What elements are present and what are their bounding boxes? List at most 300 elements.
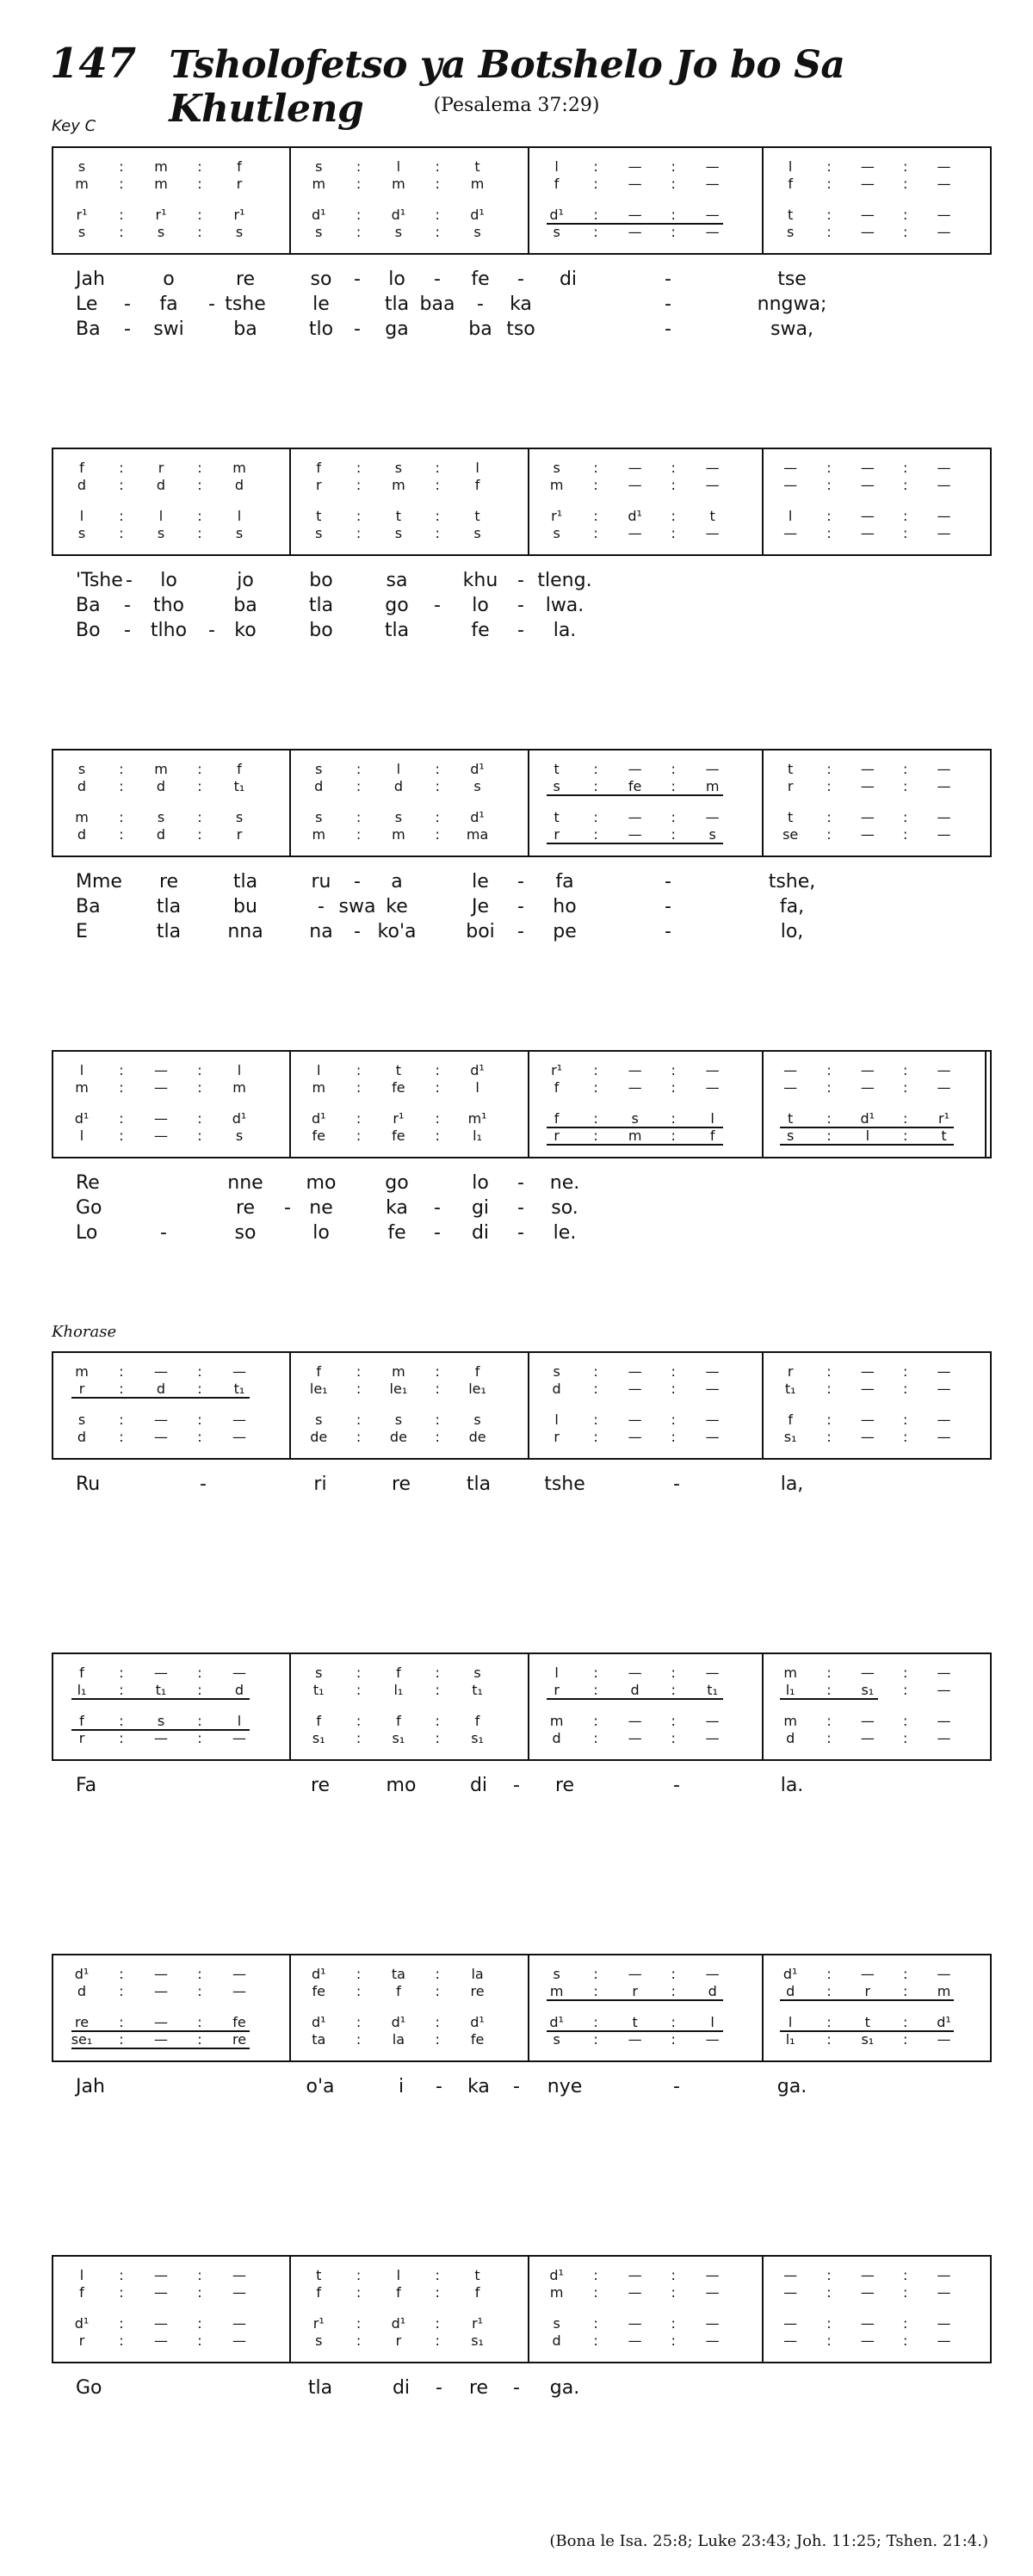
lyric-syllable: khu xyxy=(462,570,498,591)
lyric-syllable: Go xyxy=(76,2377,102,2399)
solfa-note: d¹ xyxy=(860,1110,875,1127)
scripture-subtitle: (Pesalema 37:29) xyxy=(433,95,600,116)
solfa-note: — xyxy=(937,1682,951,1698)
solfa-note: m xyxy=(232,460,246,476)
beat-separator: : xyxy=(902,477,908,493)
beat-separator: : xyxy=(826,761,832,777)
lyric-syllable: tla xyxy=(384,620,410,641)
lyric-syllable: re xyxy=(235,1197,256,1219)
solfa-note: d¹ xyxy=(470,761,485,777)
beat-separator: : xyxy=(119,2014,124,2030)
beat-separator: : xyxy=(435,1412,440,1428)
beat-separator: : xyxy=(826,2315,832,2332)
solfa-note: — xyxy=(154,1412,168,1428)
solfa-note: s xyxy=(473,778,481,794)
solfa-note: d¹ xyxy=(74,1110,90,1127)
lyric-syllable: ho xyxy=(553,896,577,917)
lyric-line xyxy=(0,1197,940,1222)
solfa-note: — xyxy=(705,809,720,825)
syllable-hyphen: - xyxy=(124,620,131,641)
solfa-note: r¹ xyxy=(472,2315,484,2332)
solfa-note: l₁ xyxy=(393,1682,404,1698)
beat-separator: : xyxy=(356,1730,362,1746)
solfa-note: f xyxy=(396,1665,401,1681)
beat-separator: : xyxy=(593,1665,598,1681)
beat-separator: : xyxy=(593,1983,598,1999)
solfa-note: f xyxy=(474,2284,480,2301)
slur-underline xyxy=(780,1144,954,1146)
solfa-note: — xyxy=(628,809,642,825)
beat-separator: : xyxy=(902,1429,908,1445)
lyric-syllable: gi xyxy=(471,1197,490,1219)
solfa-note: l₁ xyxy=(785,1682,795,1698)
voice-row xyxy=(53,2315,990,2332)
staff-box xyxy=(52,1954,992,2062)
solfa-note: s xyxy=(553,778,560,794)
beat-separator: : xyxy=(826,1079,832,1096)
solfa-note: — xyxy=(937,508,951,524)
solfa-note: — xyxy=(705,1079,720,1096)
solfa-note: d xyxy=(314,778,324,794)
beat-separator: : xyxy=(435,1429,440,1445)
solfa-note: — xyxy=(154,2315,168,2332)
lyric-syllable: ka xyxy=(467,2076,490,2097)
solfa-note: s xyxy=(77,224,86,240)
syllable-hyphen: - xyxy=(354,269,361,290)
beat-separator: : xyxy=(197,2267,202,2283)
solfa-note: — xyxy=(628,1381,642,1397)
beat-separator: : xyxy=(119,1127,124,1144)
lyrics-block xyxy=(0,1172,940,1247)
beat-separator: : xyxy=(826,1412,832,1428)
voice-row xyxy=(53,2014,990,2031)
solfa-note: l xyxy=(237,1713,242,1729)
voice-row xyxy=(53,224,990,241)
solfa-note: t₁ xyxy=(707,1682,718,1698)
solfa-note: s xyxy=(315,525,323,541)
beat-separator: : xyxy=(435,1665,440,1681)
syllable-hyphen: - xyxy=(517,871,524,893)
solfa-note: t xyxy=(474,508,480,524)
solfa-note: re xyxy=(232,2031,247,2048)
solfa-note: l xyxy=(158,508,164,524)
solfa-note: s xyxy=(553,224,560,240)
beat-separator: : xyxy=(902,1127,908,1144)
solfa-note: r xyxy=(315,477,322,493)
references: (Bona le Isa. 25:8; Luke 23:43; Joh. 11:25; Tshen. 21:4.) xyxy=(549,2532,988,2550)
solfa-note: d¹ xyxy=(391,2315,406,2332)
solfa-note: m xyxy=(75,176,89,192)
beat-separator: : xyxy=(671,1966,676,1982)
slur-underline xyxy=(71,1698,250,1700)
music-system xyxy=(52,1351,992,1460)
solfa-note: s xyxy=(77,761,86,777)
solfa-note: s xyxy=(315,224,323,240)
lyric-line xyxy=(0,570,940,595)
solfa-note: — xyxy=(705,2031,720,2048)
solfa-note: m xyxy=(154,176,168,192)
solfa-note: — xyxy=(154,2031,168,2048)
beat-separator: : xyxy=(826,1730,832,1746)
lyric-syllable: i xyxy=(398,2076,405,2097)
slur-underline xyxy=(547,843,723,844)
syllable-hyphen: - xyxy=(665,293,671,315)
voice-row xyxy=(53,1665,990,1682)
beat-separator: : xyxy=(671,2315,676,2332)
lyric-syllable: so xyxy=(234,1222,257,1244)
solfa-note: d¹ xyxy=(311,1110,326,1127)
beat-separator: : xyxy=(356,1966,362,1982)
beat-separator: : xyxy=(902,2332,908,2349)
beat-separator: : xyxy=(435,207,440,223)
music-system xyxy=(52,2255,992,2363)
beat-separator: : xyxy=(119,1412,124,1428)
syllable-hyphen: - xyxy=(517,1222,524,1244)
beat-separator: : xyxy=(197,1730,202,1746)
lyric-syllable: swa, xyxy=(770,318,813,340)
beat-separator: : xyxy=(902,2315,908,2332)
beat-separator: : xyxy=(902,809,908,825)
lyric-syllable: tlho xyxy=(150,620,188,641)
slur-underline xyxy=(780,2030,954,2032)
beat-separator: : xyxy=(826,1363,832,1380)
solfa-note: f xyxy=(474,477,480,493)
solfa-note: s₁ xyxy=(392,1730,405,1746)
beat-separator: : xyxy=(197,1110,202,1127)
beat-separator: : xyxy=(119,1682,124,1698)
lyric-syllable: lwa. xyxy=(545,595,585,616)
beat-separator: : xyxy=(593,525,598,541)
solfa-note: — xyxy=(860,158,875,175)
beat-separator: : xyxy=(119,1062,124,1078)
beat-separator: : xyxy=(826,1381,832,1397)
solfa-note: r¹ xyxy=(155,207,167,223)
chorus-label: Khorase xyxy=(52,1323,117,1341)
solfa-note: d¹ xyxy=(74,1966,90,1982)
solfa-note: — xyxy=(937,477,951,493)
beat-separator: : xyxy=(119,176,124,192)
solfa-note: — xyxy=(860,508,875,524)
solfa-note: — xyxy=(232,2332,246,2349)
solfa-note: — xyxy=(154,1665,168,1681)
beat-separator: : xyxy=(671,1079,676,1096)
beat-separator: : xyxy=(671,1429,676,1445)
solfa-note: l xyxy=(396,761,401,777)
voice-row xyxy=(53,2284,990,2301)
voice-row xyxy=(53,826,990,843)
solfa-note: — xyxy=(628,224,642,240)
beat-separator: : xyxy=(671,508,676,524)
slur-underline xyxy=(71,1397,250,1399)
solfa-note: s xyxy=(394,525,403,541)
beat-separator: : xyxy=(593,1966,598,1982)
solfa-note: — xyxy=(628,1429,642,1445)
beat-separator: : xyxy=(902,2031,908,2048)
syllable-hyphen: - xyxy=(665,871,671,893)
solfa-note: — xyxy=(232,2267,246,2283)
voice-row xyxy=(53,1983,990,2000)
beat-separator: : xyxy=(356,809,362,825)
solfa-note: d xyxy=(552,1730,561,1746)
solfa-note: — xyxy=(860,460,875,476)
solfa-note: m¹ xyxy=(467,1110,487,1127)
solfa-note: — xyxy=(937,224,951,240)
solfa-note: — xyxy=(628,477,642,493)
lyric-syllable: re xyxy=(391,1473,411,1495)
lyric-syllable: swa xyxy=(338,896,376,917)
solfa-note: r xyxy=(78,2332,85,2349)
lyric-syllable: so. xyxy=(551,1197,578,1219)
solfa-note: d¹ xyxy=(391,207,406,223)
solfa-note: f xyxy=(788,176,793,192)
beat-separator: : xyxy=(671,1110,676,1127)
solfa-note: d xyxy=(552,2332,561,2349)
beat-separator: : xyxy=(197,1363,202,1380)
beat-separator: : xyxy=(593,1079,598,1096)
solfa-note: d xyxy=(77,1983,87,1999)
beat-separator: : xyxy=(435,1381,440,1397)
lyric-syllable: ka xyxy=(510,293,532,315)
solfa-note: f xyxy=(396,1713,401,1729)
voice-row xyxy=(53,460,990,477)
solfa-note: m xyxy=(783,1665,797,1681)
solfa-note: la xyxy=(392,2031,405,2048)
lyric-syllable: jo xyxy=(237,570,254,591)
lyric-syllable: tso xyxy=(506,318,535,340)
solfa-note: — xyxy=(937,176,951,192)
beat-separator: : xyxy=(826,1062,832,1078)
solfa-note: — xyxy=(154,1966,168,1982)
solfa-note: — xyxy=(860,809,875,825)
solfa-note: t₁ xyxy=(155,1682,167,1698)
solfa-note: m xyxy=(392,477,405,493)
slur-underline xyxy=(547,1144,723,1146)
solfa-note: m xyxy=(75,1363,89,1380)
solfa-note: re xyxy=(470,1983,485,1999)
solfa-note: — xyxy=(628,1412,642,1428)
solfa-note: fe xyxy=(232,2014,246,2030)
beat-separator: : xyxy=(902,1363,908,1380)
solfa-note: d xyxy=(630,1682,640,1698)
beat-separator: : xyxy=(197,158,202,175)
lyric-syllable: ri xyxy=(313,1473,327,1495)
hymn-title: Tsholofetso ya Botshelo Jo bo Sa Khutleng xyxy=(169,43,845,131)
solfa-note: s₁ xyxy=(471,1730,484,1746)
syllable-hyphen: - xyxy=(434,269,441,290)
staff-box xyxy=(52,1351,992,1460)
lyric-syllable: tla xyxy=(156,921,182,942)
solfa-note: r xyxy=(554,1682,560,1698)
voice-row xyxy=(53,525,990,542)
beat-separator: : xyxy=(119,224,124,240)
beat-separator: : xyxy=(593,1429,598,1445)
lyric-syllable: ba xyxy=(233,318,257,340)
beat-separator: : xyxy=(826,2332,832,2349)
solfa-note: — xyxy=(628,1713,642,1729)
beat-separator: : xyxy=(435,176,440,192)
solfa-note: r¹ xyxy=(938,1110,949,1127)
solfa-note: m xyxy=(392,176,405,192)
syllable-hyphen: - xyxy=(354,318,361,340)
beat-separator: : xyxy=(826,1682,832,1698)
syllable-hyphen: - xyxy=(665,896,671,917)
solfa-note: t xyxy=(395,508,402,524)
solfa-note: s₁ xyxy=(783,1429,797,1445)
lyric-syllable: lo, xyxy=(780,921,804,942)
beat-separator: : xyxy=(119,508,124,524)
beat-separator: : xyxy=(671,1363,676,1380)
solfa-note: m xyxy=(549,2284,564,2301)
solfa-note: d¹ xyxy=(470,1062,485,1078)
beat-separator: : xyxy=(902,1381,908,1397)
beat-separator: : xyxy=(826,826,832,843)
lyric-syllable: tla xyxy=(156,896,182,917)
beat-separator: : xyxy=(435,2284,440,2301)
lyric-syllable: nna xyxy=(227,921,263,942)
solfa-note: — xyxy=(937,2031,951,2048)
solfa-note: — xyxy=(860,525,875,541)
solfa-note: s xyxy=(553,1966,560,1982)
beat-separator: : xyxy=(356,1983,362,1999)
solfa-note: d xyxy=(786,1730,795,1746)
solfa-note: l xyxy=(79,2267,84,2283)
solfa-note: r¹ xyxy=(76,207,88,223)
lyric-syllable: ga. xyxy=(776,2076,807,2097)
staff-box xyxy=(52,749,992,857)
beat-separator: : xyxy=(593,1412,598,1428)
solfa-note: m xyxy=(705,778,720,794)
solfa-note: l xyxy=(710,2014,714,2030)
solfa-note: l₁ xyxy=(785,2031,795,2048)
solfa-note: r xyxy=(632,1983,638,1999)
solfa-note: s xyxy=(473,1412,481,1428)
solfa-note: d xyxy=(234,477,244,493)
voice-row xyxy=(53,158,990,176)
beat-separator: : xyxy=(826,158,832,175)
beat-separator: : xyxy=(671,460,676,476)
solfa-note: r¹ xyxy=(551,1062,563,1078)
beat-separator: : xyxy=(671,1062,676,1078)
syllable-hyphen: - xyxy=(513,1775,520,1796)
solfa-note: m xyxy=(549,477,564,493)
solfa-note: — xyxy=(705,761,720,777)
voice-row xyxy=(53,508,990,525)
solfa-note: — xyxy=(628,2332,642,2349)
solfa-note: — xyxy=(628,1966,642,1982)
lyric-syllable: nne xyxy=(227,1172,263,1194)
solfa-note: d¹ xyxy=(391,2014,406,2030)
beat-separator: : xyxy=(902,2014,908,2030)
syllable-hyphen: - xyxy=(517,1197,524,1219)
solfa-note: — xyxy=(628,2284,642,2301)
voice-row xyxy=(53,1062,990,1079)
beat-separator: : xyxy=(671,809,676,825)
solfa-note: d¹ xyxy=(549,2014,564,2030)
solfa-note: t xyxy=(788,207,794,223)
beat-separator: : xyxy=(826,525,832,541)
beat-separator: : xyxy=(356,1363,362,1380)
solfa-note: s xyxy=(157,525,165,541)
solfa-note: de xyxy=(468,1429,486,1445)
beat-separator: : xyxy=(356,1682,362,1698)
solfa-note: — xyxy=(705,2332,720,2349)
solfa-note: — xyxy=(937,1079,951,1096)
lyric-syllable: a xyxy=(391,871,403,893)
beat-separator: : xyxy=(826,1983,832,1999)
beat-separator: : xyxy=(593,176,598,192)
lyric-syllable: le xyxy=(472,871,489,893)
syllable-hyphen: - xyxy=(513,2076,520,2097)
solfa-note: — xyxy=(783,460,798,476)
lyric-syllable: tla xyxy=(232,871,258,893)
solfa-note: s xyxy=(235,809,244,825)
lyric-syllable: nngwa; xyxy=(757,293,827,315)
beat-separator: : xyxy=(356,1429,362,1445)
solfa-note: — xyxy=(232,1412,246,1428)
beat-separator: : xyxy=(356,224,362,240)
solfa-note: — xyxy=(705,1381,720,1397)
solfa-note: — xyxy=(937,1412,951,1428)
solfa-note: le₁ xyxy=(468,1381,486,1397)
lyric-syllable: fe xyxy=(471,620,490,641)
solfa-note: s xyxy=(315,158,323,175)
solfa-note: — xyxy=(705,207,720,223)
solfa-note: s xyxy=(394,224,403,240)
solfa-note: s xyxy=(77,1412,86,1428)
slur-underline xyxy=(71,2030,250,2032)
lyric-syllable: Go xyxy=(76,1197,102,1219)
beat-separator: : xyxy=(197,826,202,843)
beat-separator: : xyxy=(826,207,832,223)
solfa-note: — xyxy=(860,2284,875,2301)
beat-separator: : xyxy=(197,1429,202,1445)
solfa-note: t xyxy=(316,508,322,524)
beat-separator: : xyxy=(902,176,908,192)
lyric-syllable: o xyxy=(163,269,175,290)
lyric-line xyxy=(0,1222,940,1247)
lyric-line xyxy=(0,293,940,318)
solfa-note: m xyxy=(232,1079,246,1096)
syllable-hyphen: - xyxy=(160,1222,167,1244)
solfa-note: r xyxy=(787,778,794,794)
solfa-note: — xyxy=(860,1429,875,1445)
lyric-syllable: ko'a xyxy=(377,921,417,942)
beat-separator: : xyxy=(197,176,202,192)
beat-separator: : xyxy=(435,2267,440,2283)
lyric-syllable: ka xyxy=(386,1197,408,1219)
beat-separator: : xyxy=(593,508,598,524)
beat-separator: : xyxy=(356,2332,362,2349)
solfa-note: — xyxy=(232,2315,246,2332)
solfa-note: — xyxy=(860,2332,875,2349)
voice-row xyxy=(53,1412,990,1429)
lyric-syllable: nye xyxy=(547,2076,583,2097)
voice-row xyxy=(53,1079,990,1096)
beat-separator: : xyxy=(435,2014,440,2030)
beat-separator: : xyxy=(593,460,598,476)
lyric-syllable: pe xyxy=(553,921,577,942)
beat-separator: : xyxy=(435,1983,440,1999)
solfa-note: m xyxy=(312,826,326,843)
solfa-note: — xyxy=(705,1412,720,1428)
solfa-note: s xyxy=(473,224,481,240)
solfa-note: — xyxy=(937,1665,951,1681)
beat-separator: : xyxy=(593,224,598,240)
beat-separator: : xyxy=(356,778,362,794)
lyric-syllable: fe xyxy=(471,269,490,290)
solfa-note: l xyxy=(79,508,84,524)
lyric-syllable: ne. xyxy=(549,1172,580,1194)
